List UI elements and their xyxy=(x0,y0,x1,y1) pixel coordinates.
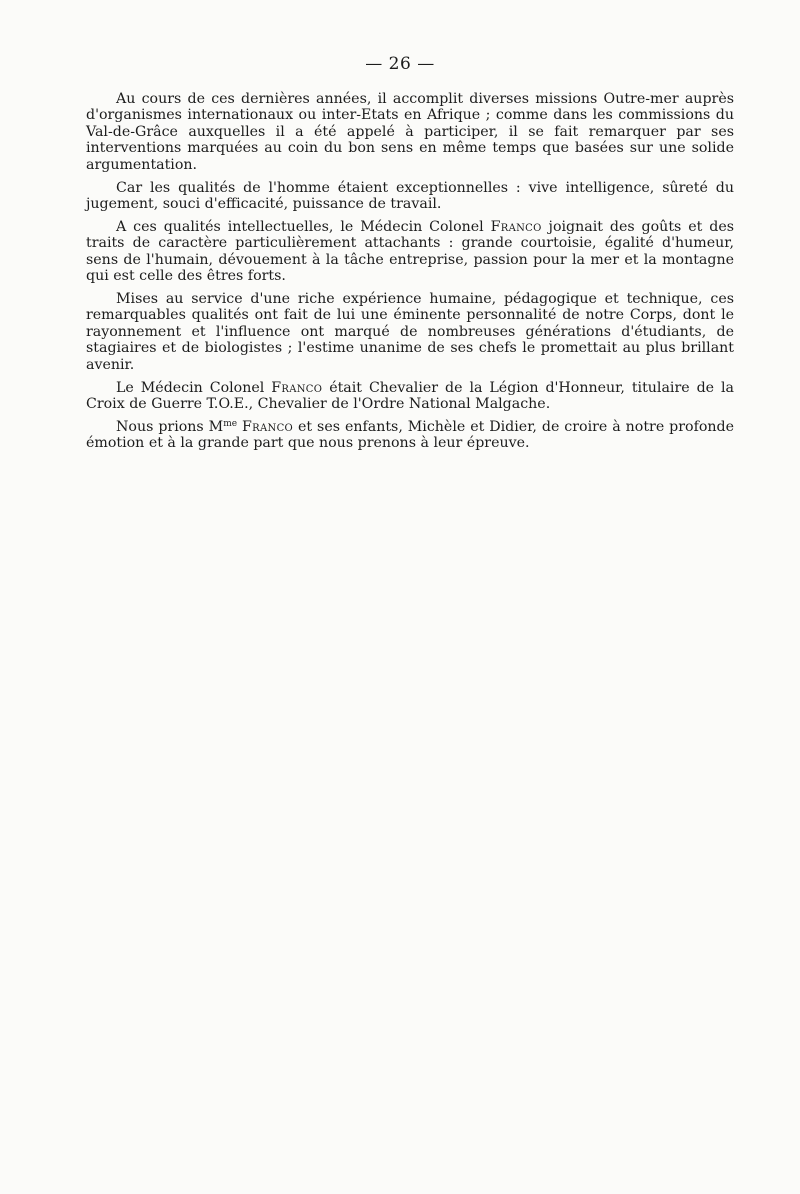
paragraph-missions: Au cours de ces dernières années, il accomplit diverses missions Outre-mer auprès d'organismes internationaux ou inter-Etats en Afrique ; comme dans les commissions du Val-de-Grâce auxquelles il a été appelé à participer, il se fait remarquer par ses interventions marquées au coin du bon sens en même temps que basées sur une solide argumentation. xyxy=(86,91,734,173)
paragraph-influence: Mises au service d'une riche expérience humaine, pédagogique et technique, ces remarquables qualités ont fait de lui une éminente personnalité de notre Corps, dont le rayonnement et l'influence ont marqué de nombreuses générations d'étudiants, de stagiaires et de biologistes ; l'estime unanime de ses chefs le promettait au plus brillant avenir. xyxy=(86,290,734,373)
paragraph-text-after: était Chevalier de la Légion d'Honneur, titulaire de la Croix de Guerre T.O.E., Chevalier de l'Ordre National Malgache. xyxy=(86,379,734,412)
paragraph-text-before: Nous prions M xyxy=(116,418,224,435)
paragraph-text-before: A ces qualités intellectuelles, le Médecin Colonel xyxy=(116,218,491,235)
body-text xyxy=(86,91,734,458)
paragraph-text-before: Le Médecin Colonel xyxy=(116,379,272,396)
surname: Franco xyxy=(242,418,294,435)
paragraph-condolences xyxy=(86,419,734,452)
paragraph-text-after: et ses enfants, Michèle et Didier, de croire à notre profonde émotion et à la grande part que nous prenons à leur épreuve. xyxy=(86,418,734,452)
paragraph-qualities: Car les qualités de l'homme étaient exceptionnelles : vive intelligence, sûreté du jugement, souci d'efficacité, puissance de travail. xyxy=(86,179,734,212)
title-superscript: me xyxy=(223,418,238,429)
surname: Franco xyxy=(271,379,323,396)
paragraph-honours xyxy=(86,380,734,413)
paragraph-character xyxy=(86,219,734,285)
page-number: — 26 — xyxy=(365,54,435,74)
paragraph-text-after: joignait des goûts et des traits de caractère particulièrement attachants : grande courtoisie, égalité d'humeur, sens de l'humain, dévouement à la tâche entreprise, passion pour la mer et la montagne qui est celle des êtres forts. xyxy=(86,218,734,285)
surname: Franco xyxy=(490,218,542,235)
